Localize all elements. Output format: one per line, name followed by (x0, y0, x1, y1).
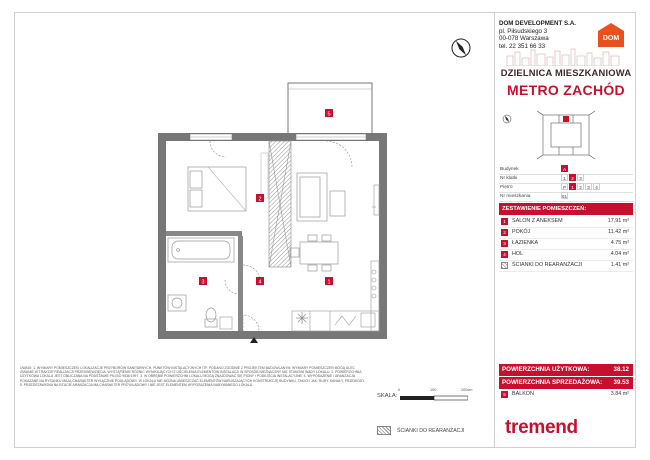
info-row-building: Budynek A (499, 165, 633, 175)
shelf (374, 185, 379, 215)
info-cell: P (562, 185, 567, 190)
key-map-north-icon (503, 115, 511, 123)
toilet (205, 308, 217, 327)
kitchen (292, 261, 379, 331)
key-map-highlight (563, 116, 569, 122)
tremend-logo-text: tremend (505, 417, 578, 438)
info-cell: 3 (577, 174, 584, 181)
skyline-graphic (499, 48, 633, 66)
ventilation-icon (296, 312, 308, 324)
hatch-legend-swatch (377, 426, 391, 435)
panel-divider (494, 12, 495, 448)
project-name-line2: METRO ZACHÓD (507, 82, 625, 98)
scale-num-100: 100 (430, 388, 437, 392)
plan-label-1: 1 (327, 279, 331, 286)
company-info (499, 20, 576, 50)
bed (188, 167, 246, 211)
scale-bar (400, 394, 468, 402)
info-cell: 2 (569, 174, 576, 181)
total-usable-area: POWIERZCHNIA UŻYTKOWA: 38.12 (499, 364, 633, 376)
building-key-map (499, 105, 633, 161)
info-row-floor: Piętro P 1 2 3 4 (499, 183, 633, 193)
rooms-title: ZESTAWIENIE POMIESZCZEŃ: (499, 203, 633, 215)
hatch-swatch (501, 262, 508, 269)
company-phone: tel. 22 351 66 33 (499, 42, 546, 50)
info-cell: 1 (561, 174, 568, 181)
bathtub (168, 238, 234, 262)
partition-row: ŚCIANKI DO REARANŻACJI 1.41 m² (499, 260, 633, 272)
total-sales-area: POWIERZCHNIA SPRZEDAŻOWA: 39.53 (499, 377, 633, 389)
info-cell: 61 (562, 194, 568, 199)
north-arrow-icon (452, 39, 470, 57)
company-name: DOM DEVELOPMENT S.A. (499, 20, 577, 27)
room-row: 3 ŁAZIENKA 4.75 m² (499, 238, 633, 250)
hatch-legend-label: ŚCIANKI DO REARANŻACJI (397, 428, 465, 434)
plan-label-5: 5 (327, 111, 331, 118)
dom-logo (594, 21, 628, 49)
balcony-row: 5 BALKON 3.84 m² (499, 389, 633, 400)
plan-label-2: 2 (258, 196, 262, 203)
company-city: 00-078 Warszawa (499, 35, 549, 43)
project-name-line1: DZIELNICA MIESZKANIOWA (500, 67, 632, 78)
room-row: 2 POKÓJ 11.42 m² (499, 227, 633, 239)
legend-notes: UWAGI: 1. WYMIARY POMIESZCZEŃ, LOKALIZACJE PRZYBORÓW SANITARNYCH, PUNKTÓW INSTALACYJNYCH ITP. PODANO ZGODNIE Z PROJEKTEM BUDOWLANYM. WYMIARY POMIESZCZEŃ MOGĄ ULEC ZMIANIE W TRAKCIE REALIZACJI PRZEDSIĘWZIĘCIA. WYSTĄPIENIE RÓŻNIC WYNIKAJĄCYCH Z UŚCIŚLENIA ELEMENTÓW INSTALACJI W SPOSÓB NIEZNACZNY NIE STANOWI WADY LOKALU. 2. POWIERZCHNIA UŻYTKOWA LOKALU JEST OBLICZANA NA PODSTAWIE PN-ISO 9836:1997. 3. W OBRĘBIE POWIERZCHNI LOKALU MOGĄ ZNAJDOWAĆ SIĘ PIONY I PODEJŚCIA INSTALACYJNE. 4. WYPOSAŻENIE I ARANŻACJA POKAZANE NA RYSUNKU MAJĄ CHARAKTER WYŁĄCZNIE POGLĄDOWY. W LOKALU NIE MOŻNA UMIESZCZAĆ ELEMENTÓW NARUSZAJĄCYCH KONSTRUKCJĘ BUDYNKU, TAKICH JAK: RURY, KANAŁY, PRZEWODY. 5. PRZEDSTAWIONA NA RZUCIE ARANŻACJA MA CHARAKTER PRZYKŁADOWY I NIE JEST ELEMENTEM WYPOSAŻENIA NABYWANEGO LOKALU. (20, 366, 365, 387)
info-cell: A (562, 167, 567, 172)
dining-table (290, 235, 338, 271)
sofa (297, 173, 327, 221)
scale-label: SKALA: (377, 393, 398, 399)
plan-label-3: 3 (201, 279, 205, 286)
info-cell: 4 (593, 183, 600, 190)
info-row-staircase: Nr klatki 1 2 3 (499, 174, 633, 184)
info-row-apartment: Nr mieszkania 61 (499, 192, 633, 202)
tremend-logo (505, 417, 578, 439)
room-row: 4 HOL 4.04 m² (499, 249, 633, 261)
svg-text:DOM: DOM (602, 35, 620, 42)
info-cell: 1 (569, 183, 576, 190)
company-street: pl. Piłsudskiego 3 (499, 27, 548, 35)
scale-num-0: 0 (398, 388, 401, 392)
floor-plan (150, 25, 490, 355)
scale-num-200: 200cm (461, 388, 473, 392)
washbasin (168, 295, 186, 311)
room-row: 1 SALON Z ANEKSEM 17.91 m² (499, 216, 633, 228)
info-cell: 3 (585, 183, 592, 190)
plan-label-4: 4 (258, 279, 262, 286)
info-cell: 2 (577, 183, 584, 190)
